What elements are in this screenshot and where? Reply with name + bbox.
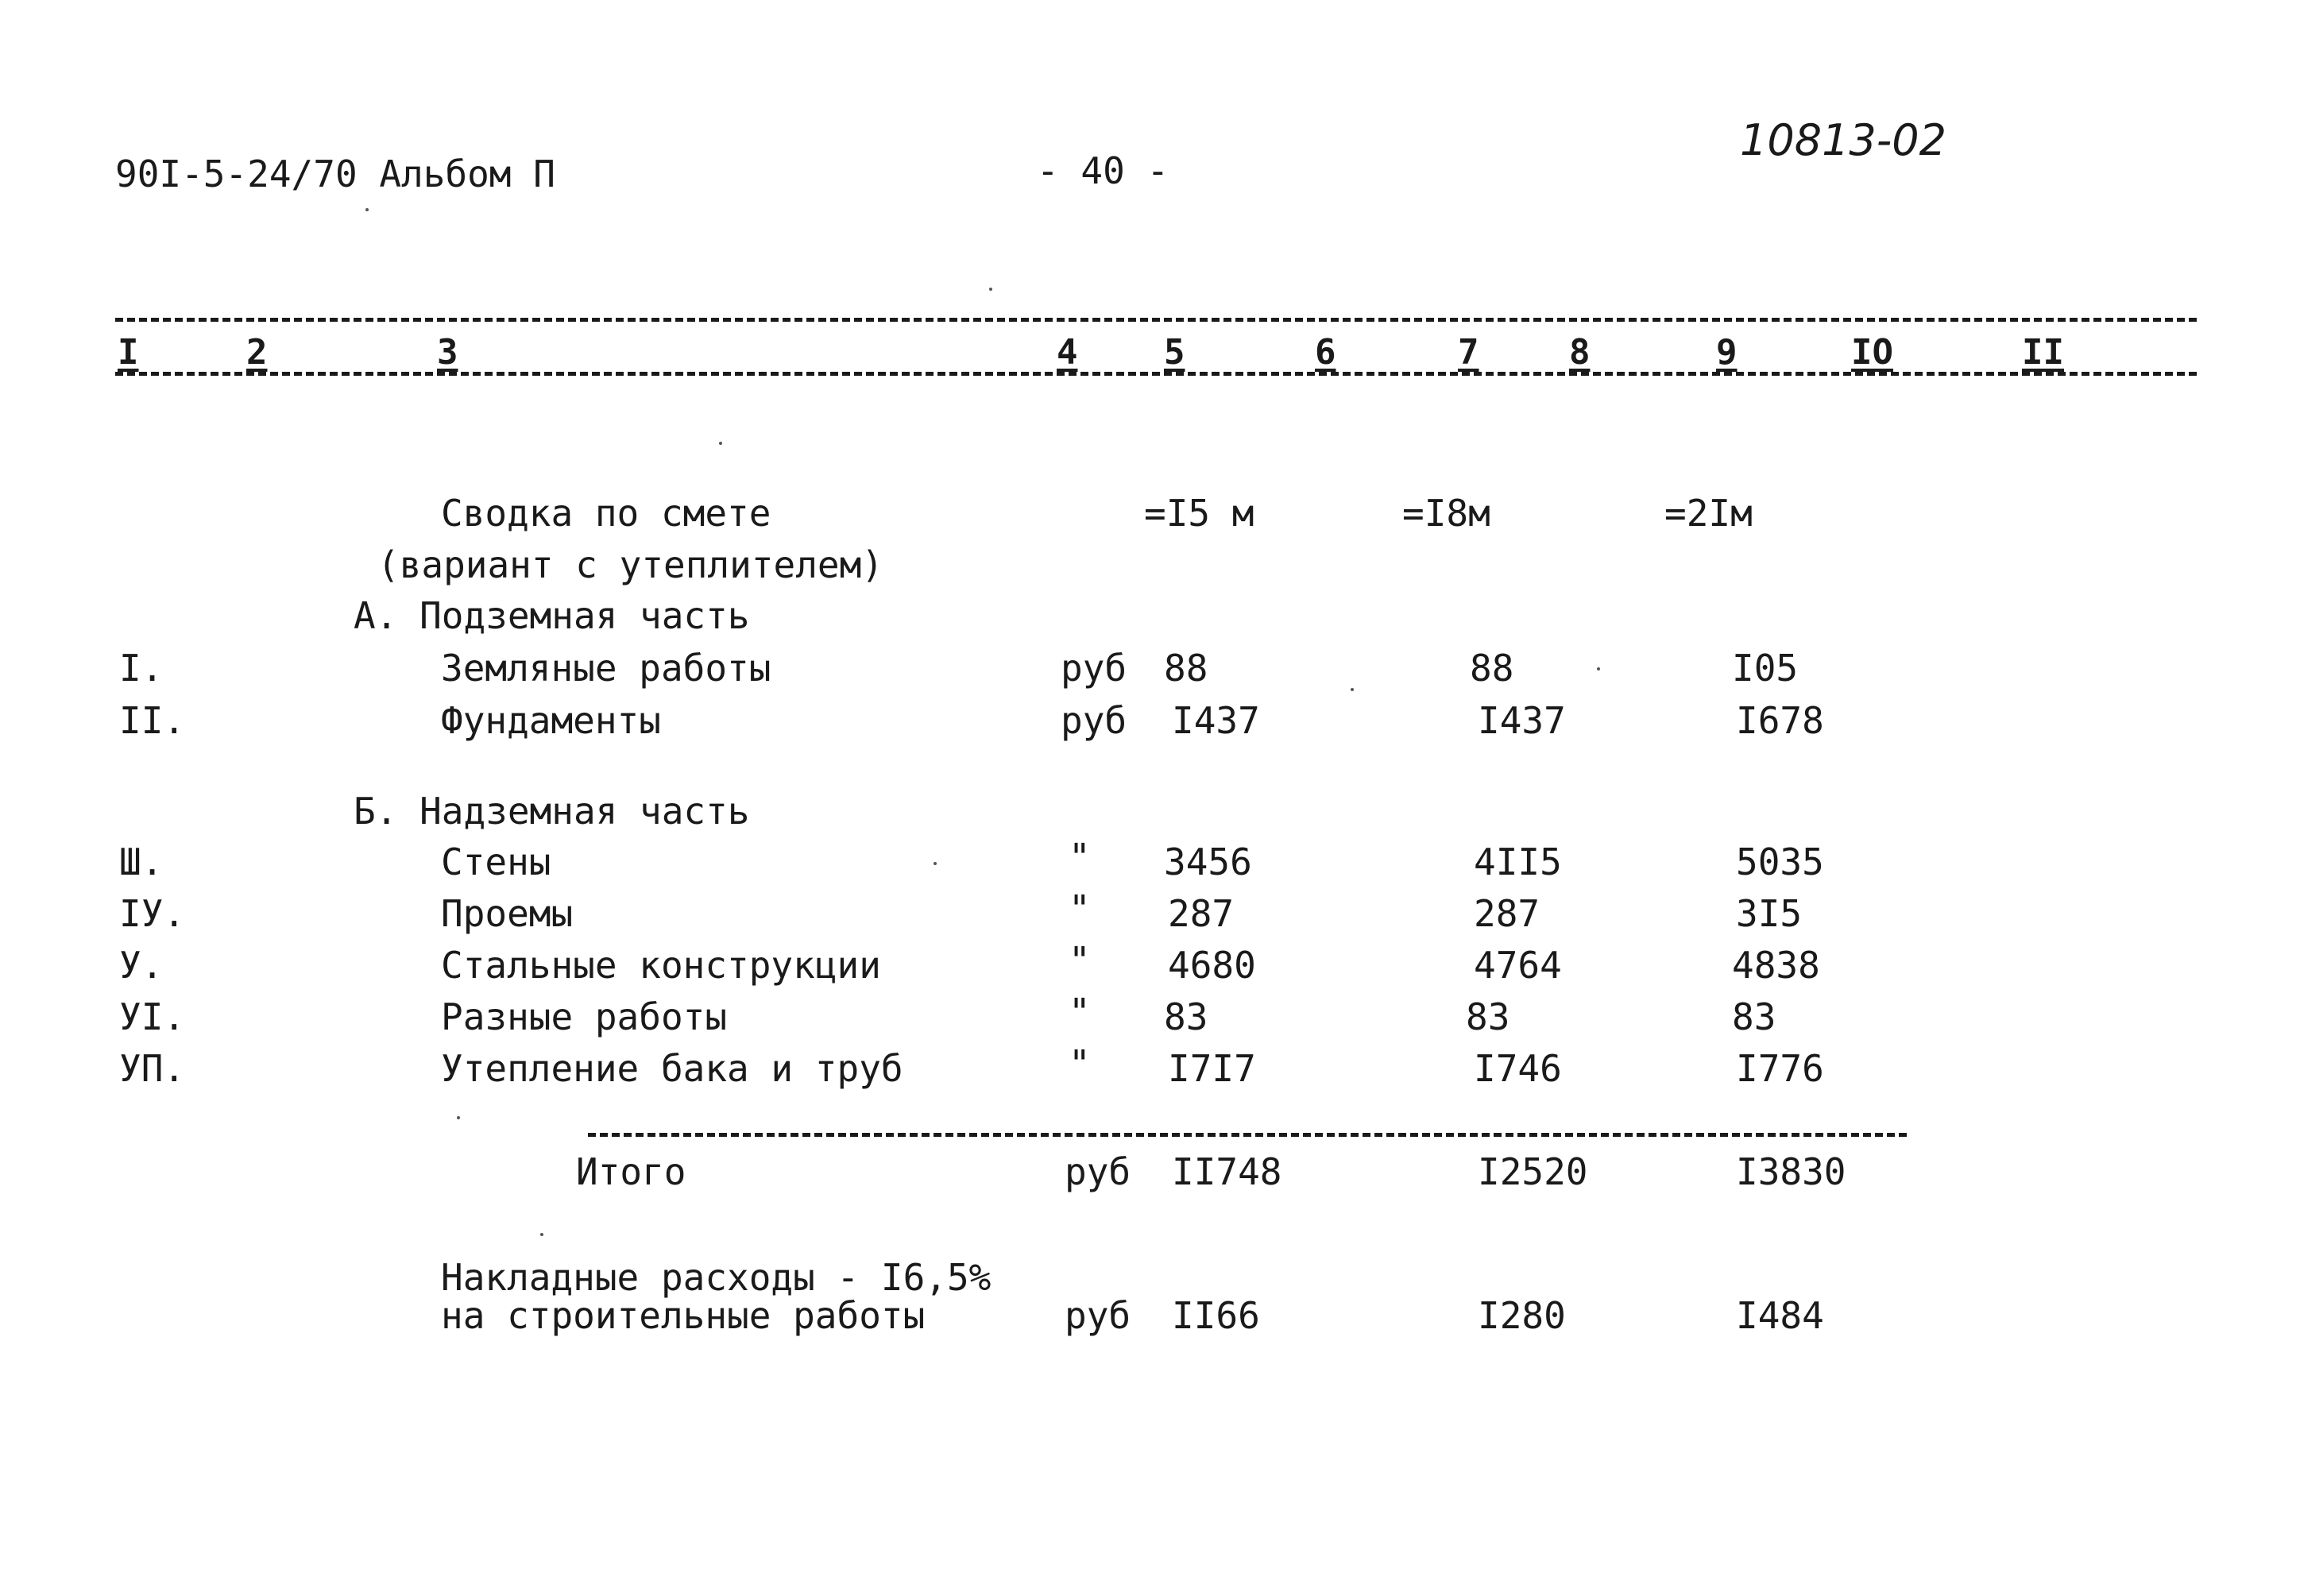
value-21m: I05 [1732, 647, 1799, 690]
row-name: Земляные работы [441, 647, 771, 690]
row-name: Фундаменты [441, 699, 661, 742]
row-number: УI. [119, 995, 186, 1038]
column-number-6: 6 [1315, 332, 1336, 373]
scan-speck [540, 1233, 543, 1236]
value-21m: 5035 [1736, 841, 1824, 883]
overhead-label-line2: на строительные работы [441, 1294, 926, 1337]
section-b-title: Б. Надземная часть [354, 790, 750, 833]
row-name: Стальные конструкции [441, 944, 881, 987]
overhead-18m: I280 [1478, 1294, 1566, 1337]
scan-speck [1597, 667, 1600, 670]
value-21m: 83 [1732, 995, 1776, 1038]
row-number: II. [119, 699, 186, 742]
overhead-21m: I484 [1736, 1294, 1824, 1337]
document-code: 90I-5-24/70 Альбом П [115, 153, 555, 195]
value-18m: 287 [1474, 892, 1540, 935]
row-number: УП. [119, 1047, 186, 1090]
column-number-7: 7 [1458, 332, 1479, 373]
scan-speck [457, 1116, 460, 1119]
column-number-2: 2 [246, 332, 268, 373]
total-label: Итого [576, 1150, 686, 1193]
row-unit: " [1069, 887, 1091, 930]
row-unit: " [1069, 836, 1091, 879]
value-18m: I746 [1474, 1047, 1562, 1090]
row-number: Ш. [119, 841, 164, 883]
section-a-title: А. Подземная часть [354, 594, 750, 637]
scan-speck [719, 442, 722, 445]
value-15m: 287 [1168, 892, 1235, 935]
header-height-21: =2Iм [1664, 492, 1753, 535]
total-unit: руб [1065, 1150, 1131, 1193]
column-number-8: 8 [1569, 332, 1591, 373]
column-number-10: IO [1851, 332, 1893, 373]
value-18m: 4764 [1474, 944, 1562, 987]
value-18m: 83 [1466, 995, 1510, 1038]
total-15m: II748 [1172, 1150, 1282, 1193]
value-15m: I437 [1172, 699, 1260, 742]
value-18m: 4II5 [1474, 841, 1562, 883]
row-unit: " [1069, 939, 1091, 982]
total-rule [588, 1133, 1907, 1137]
value-18m: 88 [1470, 647, 1514, 690]
row-unit: " [1069, 1042, 1091, 1085]
row-number: I. [119, 647, 164, 690]
value-21m: 3I5 [1736, 892, 1803, 935]
handwritten-number: 10813-02 [1740, 115, 1946, 165]
total-18m: I2520 [1478, 1150, 1588, 1193]
row-number: У. [119, 944, 164, 987]
overhead-15m: II66 [1172, 1294, 1260, 1337]
column-number-9: 9 [1716, 332, 1738, 373]
value-15m: 3456 [1164, 841, 1252, 883]
value-15m: 83 [1164, 995, 1208, 1038]
row-name: Утепление бака и труб [441, 1047, 903, 1090]
row-unit: " [1069, 991, 1091, 1034]
value-18m: I437 [1478, 699, 1566, 742]
row-unit: руб [1061, 647, 1127, 690]
header-height-15: =I5 м [1144, 492, 1254, 535]
row-unit: руб [1061, 699, 1127, 742]
column-number-11: II [2022, 332, 2064, 373]
summary-subtitle: (вариант с утеплителем) [377, 543, 883, 586]
row-number: IУ. [119, 892, 186, 935]
header-rule-top [115, 318, 2197, 322]
row-name: Стены [441, 841, 551, 883]
value-15m: I7I7 [1168, 1047, 1256, 1090]
row-name: Разные работы [441, 995, 728, 1038]
overhead-label-line1: Накладные расходы - I6,5% [441, 1256, 992, 1299]
column-number-1: I [118, 332, 139, 373]
column-number-4: 4 [1057, 332, 1078, 373]
value-21m: I678 [1736, 699, 1824, 742]
header-height-18: =I8м [1402, 492, 1490, 535]
value-21m: 4838 [1732, 944, 1820, 987]
value-15m: 88 [1164, 647, 1208, 690]
summary-title: Сводка по смете [441, 492, 771, 535]
row-name: Проемы [441, 892, 574, 935]
column-number-3: 3 [437, 332, 458, 373]
scan-speck [934, 862, 937, 865]
scan-speck [1351, 688, 1354, 691]
scan-speck [989, 288, 992, 291]
overhead-unit: руб [1065, 1294, 1131, 1337]
value-21m: I776 [1736, 1047, 1824, 1090]
page-number: - 40 - [1037, 149, 1169, 192]
total-21m: I3830 [1736, 1150, 1846, 1193]
value-15m: 4680 [1168, 944, 1256, 987]
scan-speck [365, 208, 369, 211]
column-number-5: 5 [1164, 332, 1185, 373]
